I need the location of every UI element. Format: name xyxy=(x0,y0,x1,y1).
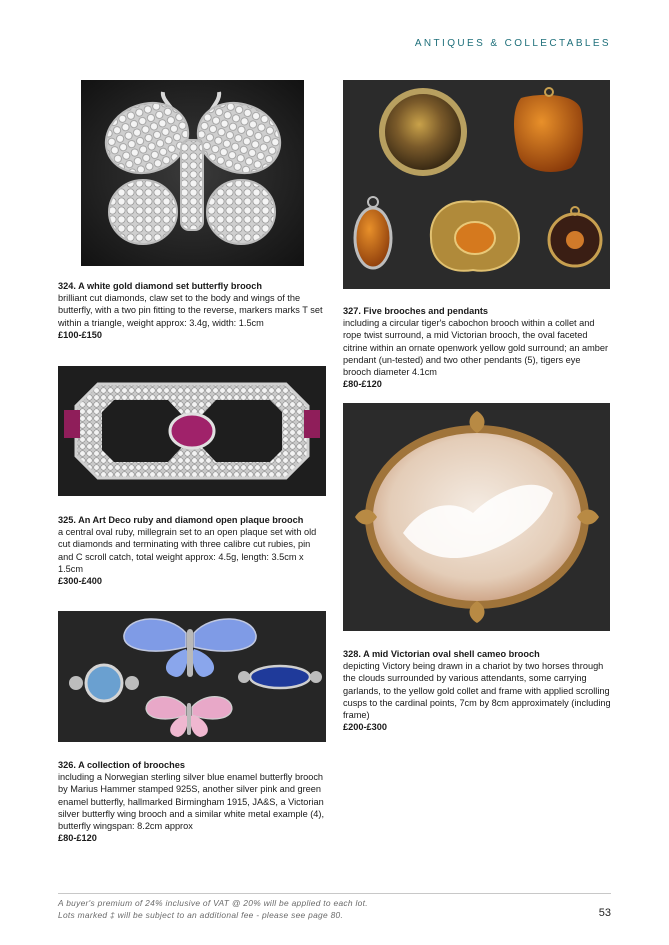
additional-fee-note: Lots marked ‡ will be subject to an additional fee - please see page 80. xyxy=(58,909,344,920)
section-title: ANTIQUES & COLLECTABLES xyxy=(414,38,611,49)
footer-divider xyxy=(58,893,611,894)
lot-326-price: £80-£120 xyxy=(58,833,97,844)
lot-326-title: 326. A collection of brooches xyxy=(58,760,185,770)
shell-cameo-image xyxy=(343,403,610,631)
lot-327-photo xyxy=(343,80,610,289)
lot-328-photo xyxy=(343,403,610,631)
lot-325-photo xyxy=(58,366,326,496)
lot-326-description: including a Norwegian sterling silver blue enamel butterfly brooch by Marius Hammer stamped 925S, another silver pink and green enamel butterfly, hallmarked Birmingham 1915, JA&S, a Victorian silver butterfly wing brooch and a similar white metal example (4), butterfly wingspan: 8.2cm approx xyxy=(58,772,325,832)
lot-327-price: £80-£120 xyxy=(343,379,382,390)
lot-325 xyxy=(58,514,326,587)
lot-325-price: £300-£400 xyxy=(58,576,102,587)
butterfly-brooch-image xyxy=(81,80,304,266)
page-number: 53 xyxy=(598,907,611,919)
lot-326-photo xyxy=(58,611,326,742)
lot-328 xyxy=(343,648,611,733)
art-deco-brooch-image xyxy=(58,366,326,496)
brooches-pendants-image xyxy=(343,80,610,289)
lot-327-title: 327. Five brooches and pendants xyxy=(343,306,488,316)
lot-324-title: 324. A white gold diamond set butterfly brooch xyxy=(58,281,263,291)
lot-328-title: 328. A mid Victorian oval shell cameo brooch xyxy=(343,649,540,659)
lot-328-price: £200-£300 xyxy=(343,722,387,733)
lot-327 xyxy=(343,305,611,390)
footer-note xyxy=(58,898,368,921)
lot-325-title: 325. An Art Deco ruby and diamond open plaque brooch xyxy=(58,515,304,525)
brooch-collection-image xyxy=(58,611,326,742)
lot-326 xyxy=(58,759,326,844)
lot-324-photo xyxy=(81,80,304,266)
lot-324-price: £100-£150 xyxy=(58,329,102,340)
buyers-premium-note: A buyer's premium of 24% inclusive of VAT @ 20% will be applied to each lot. xyxy=(58,898,368,908)
lot-324 xyxy=(58,280,326,341)
lot-327-description: including a circular tiger's cabochon brooch within a collet and rope twist surround, a mid Victorian brooch, the oval faceted citrine within an ornate openwork yellow gold surround; an amber pendant (un-tested) and two other pendants (5), tigers eye brooch diameter 4.1cm xyxy=(343,318,609,378)
lot-328-description: depicting Victory being drawn in a chariot by two horses through the clouds surrounded by various attendants, some carrying garlands, to the yellow gold collet and frame with applied scrolling cusps to the cardinal points, 7cm by 8cm approximately (including frame) xyxy=(343,661,611,721)
lot-325-description: a central oval ruby, millegrain set to an open plaque set with old cut diamonds and terminating with three calibre cut rubies, pin and C scroll catch, total weight approx: 4.5g, length: 3.5cm x 1.5cm xyxy=(58,527,317,574)
lot-324-description: brilliant cut diamonds, claw set to the body and wings of the butterfly, with a two pin fitting to the reverse, markers marks T set within a triangle, weight approx: 3.4g, width: 1.5cm xyxy=(58,293,323,328)
